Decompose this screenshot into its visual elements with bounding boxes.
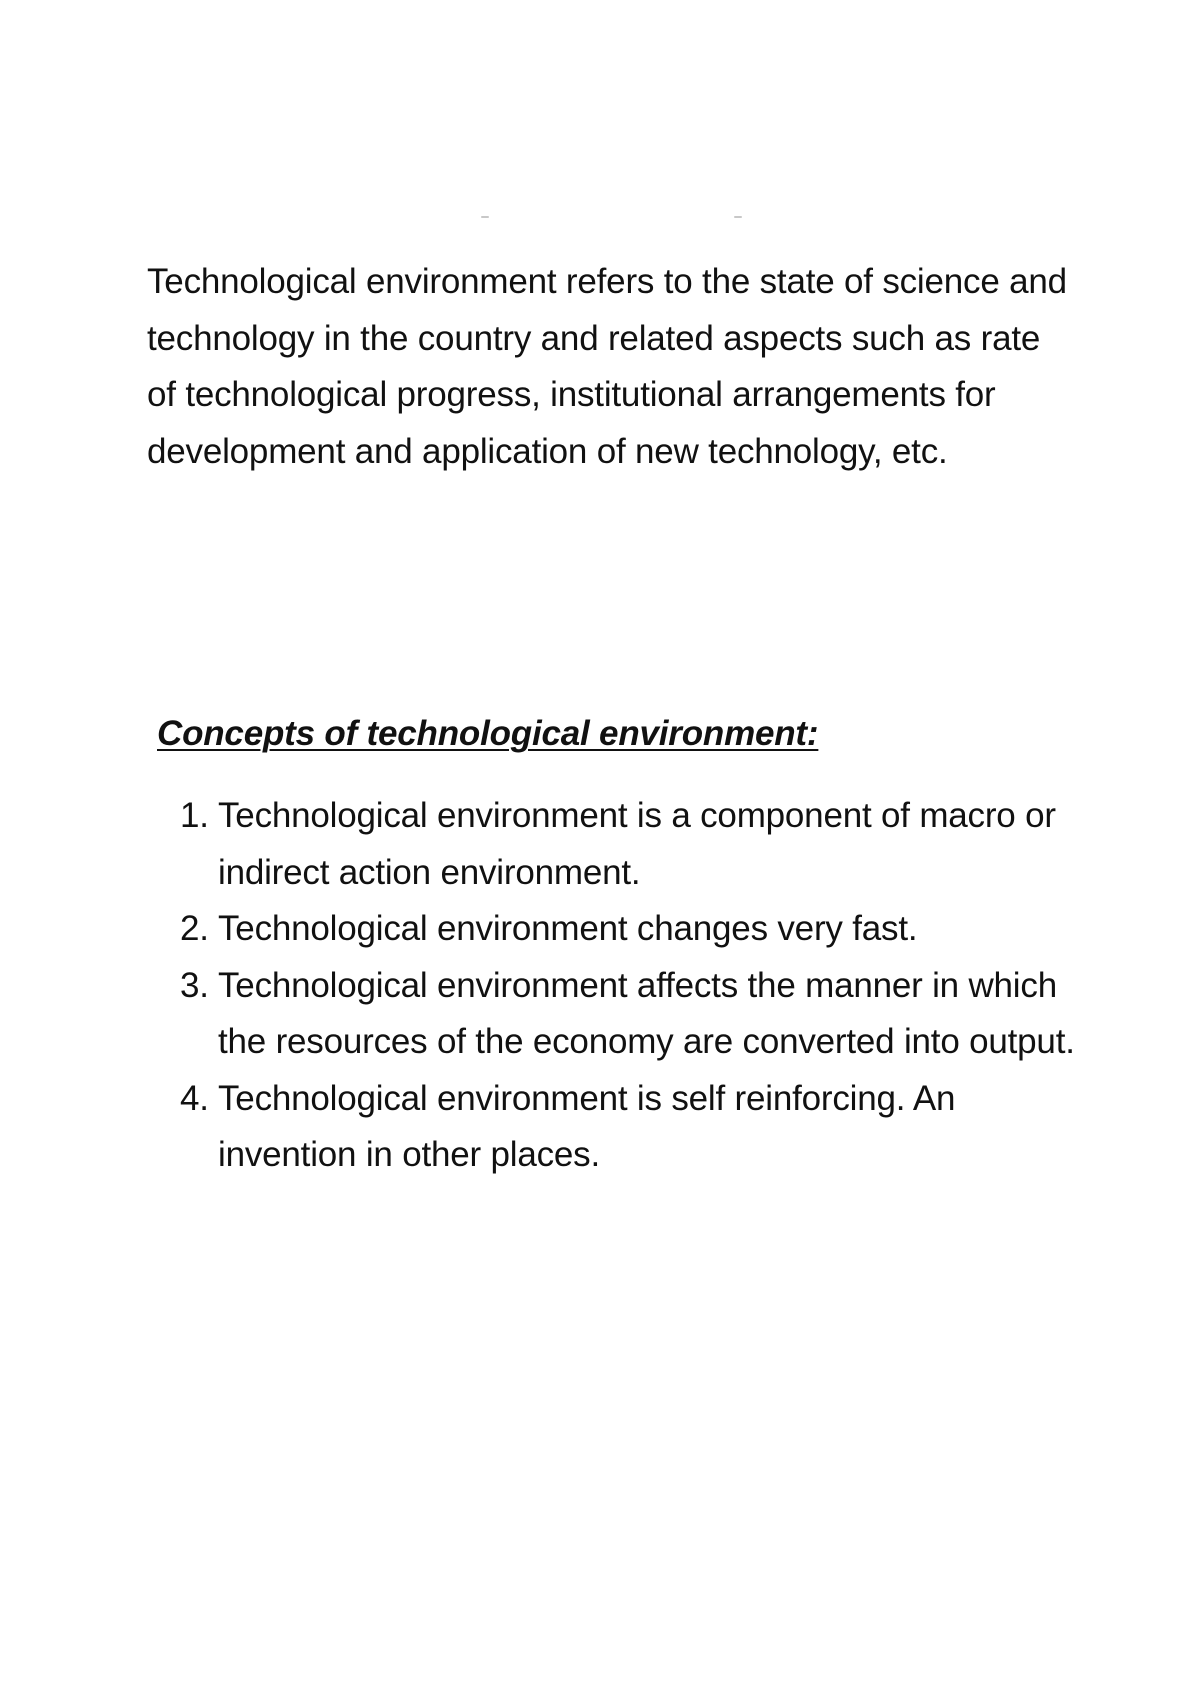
concept-text: Technological environment affects the manner in which the resources of the economy are converted into output. — [218, 965, 1075, 1061]
concepts-heading: Concepts of technological environment: — [157, 714, 819, 753]
scan-specks — [0, 216, 1200, 220]
concept-text: Technological environment changes very fast. — [218, 909, 918, 948]
concept-item — [180, 788, 1100, 901]
concept-text: Technological environment is a component of macro or indirect action environment. — [218, 796, 1056, 892]
concept-item — [180, 958, 1100, 1071]
concept-item — [180, 901, 1100, 958]
concepts-list — [180, 788, 1100, 1184]
concept-number: 3. — [180, 965, 209, 1005]
intro-paragraph: Technological environment refers to the state of science and technology in the country and related aspects such as rate of technological progress, institutional arrangements for development and application of new technology, etc. — [147, 262, 1067, 471]
concept-number: 2. — [180, 909, 209, 948]
concept-item — [180, 1071, 1100, 1184]
scan-speck — [734, 216, 742, 218]
scan-speck — [481, 216, 489, 218]
concept-number: 1. — [180, 796, 209, 835]
concept-text: Technological environment is self reinforcing. An invention in other places. — [218, 1078, 956, 1174]
concept-number: 4. — [180, 1078, 209, 1118]
